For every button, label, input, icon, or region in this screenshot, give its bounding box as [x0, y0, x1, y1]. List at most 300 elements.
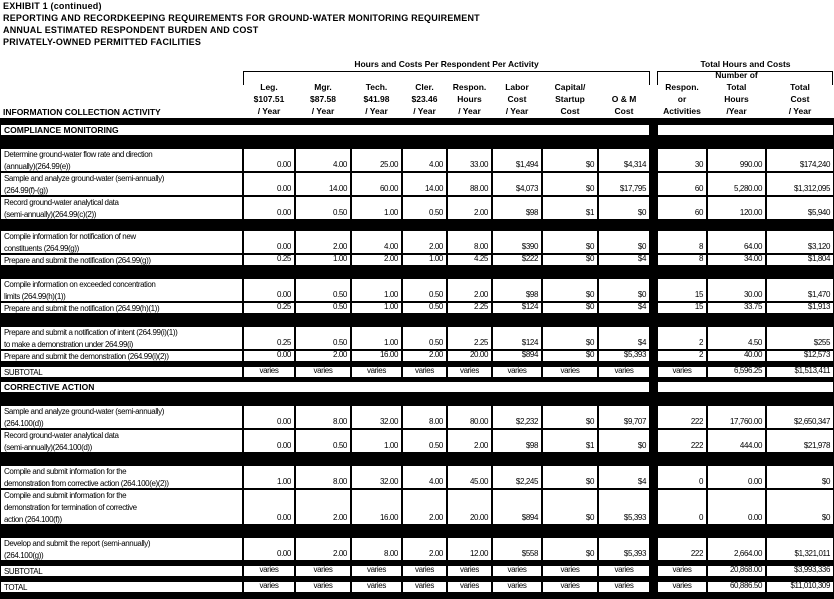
value-cell: 33.00: [447, 148, 492, 172]
activity-text: SUBTOTAL: [4, 368, 43, 377]
value-cell: 0.25: [243, 326, 295, 350]
value-cell: 15: [657, 278, 707, 302]
column-header-line: / Year: [311, 106, 335, 116]
value-cell: 6,596.25: [707, 366, 766, 378]
activity-cell: [0, 148, 243, 172]
value-cell: $11,010,309: [766, 581, 834, 593]
activity-cell: [0, 172, 243, 196]
separator-band: [0, 314, 834, 326]
value-cell: 60,886.50: [707, 581, 766, 593]
value-cell: $0: [598, 278, 650, 302]
value-cell: varies: [402, 565, 447, 577]
column-gap: [650, 381, 657, 393]
value-cell: $4,073: [492, 172, 542, 196]
activity-cell: [0, 326, 243, 350]
value-cell: $0: [542, 405, 598, 429]
section-header-row: [0, 381, 834, 393]
value-cell: 32.00: [351, 465, 402, 489]
activity-text: Prepare and submit the notification (264.99(g)): [4, 256, 151, 265]
value-cell: $4,314: [598, 148, 650, 172]
value-cell: varies: [492, 565, 542, 577]
separator-band: [0, 525, 834, 537]
value-cell: 4.00: [402, 148, 447, 172]
value-cell: 20,868.00: [707, 565, 766, 577]
column-header-line: $107.51: [253, 94, 285, 104]
column-header-line: Leg.: [260, 82, 278, 92]
value-cell: 0.00: [707, 489, 766, 525]
value-cell: 4.00: [351, 230, 402, 254]
value-cell: varies: [351, 565, 402, 577]
value-cell: 1.00: [351, 326, 402, 350]
activity-cell: [0, 405, 243, 429]
value-cell: 2.00: [402, 489, 447, 525]
value-cell: $0: [542, 537, 598, 561]
column-gap: [650, 326, 657, 350]
activity-text: Develop and submit the report (semi-annually): [4, 539, 151, 548]
value-cell: varies: [447, 366, 492, 378]
activity-text: (264.100(d)): [4, 419, 44, 428]
value-cell: varies: [657, 581, 707, 593]
column-header-line: / Year: [365, 106, 388, 116]
activity-text: demonstration from corrective action (264.100(e)(2)): [4, 479, 169, 488]
activity-cell: [0, 254, 243, 266]
value-cell: 4.00: [402, 465, 447, 489]
column-gap: [650, 405, 657, 429]
value-cell: $5,393: [598, 489, 650, 525]
column-gap: [650, 465, 657, 489]
subtotal-row: [0, 565, 834, 577]
activity-text: Compile information on exceeded concentration: [4, 280, 156, 289]
column-header-line: / Year: [413, 106, 436, 116]
column-header-line: / Year: [458, 106, 481, 116]
value-cell: 0.50: [402, 326, 447, 350]
value-cell: 60: [657, 196, 707, 220]
document-title-line: EXHIBIT 1 (continued): [3, 1, 102, 11]
section-title-blank: [657, 124, 834, 136]
value-cell: 1.00: [351, 302, 402, 314]
value-cell: 4.50: [707, 326, 766, 350]
value-cell: 30.00: [707, 278, 766, 302]
value-cell: $0: [542, 350, 598, 362]
value-cell: $0: [598, 196, 650, 220]
column-header-line: Mgr.: [314, 82, 332, 92]
value-cell: $5,393: [598, 537, 650, 561]
activity-text: constituents (264.99(g)): [4, 244, 79, 253]
value-cell: 16.00: [351, 350, 402, 362]
value-cell: 20.00: [447, 489, 492, 525]
column-header-line: Cost: [790, 94, 810, 104]
value-cell: 0.00: [707, 465, 766, 489]
value-cell: $98: [492, 278, 542, 302]
value-cell: 2.00: [295, 489, 351, 525]
value-cell: 17,760.00: [707, 405, 766, 429]
activity-text: (annually)(264.99(e)): [4, 162, 71, 171]
activity-text: demonstration for termination of corrective: [4, 503, 137, 512]
value-cell: varies: [402, 366, 447, 378]
value-cell: 16.00: [351, 489, 402, 525]
value-cell: $558: [492, 537, 542, 561]
group-header-per-respondent: Hours and Costs Per Respondent Per Activity: [354, 59, 539, 69]
activity-text: Compile and submit information for the: [4, 467, 127, 476]
separator-band: [0, 393, 834, 405]
value-cell: 120.00: [707, 196, 766, 220]
value-cell: $2,232: [492, 405, 542, 429]
activity-cell: [0, 230, 243, 254]
value-cell: $390: [492, 230, 542, 254]
value-cell: 33.75: [707, 302, 766, 314]
value-cell: 0.00: [243, 148, 295, 172]
column-header-line: / Year: [257, 106, 281, 116]
value-cell: $1,321,011: [766, 537, 834, 561]
value-cell: 0.00: [243, 537, 295, 561]
value-cell: $0: [766, 465, 834, 489]
column-header-line: O & M: [611, 94, 637, 104]
value-cell: 2.00: [447, 196, 492, 220]
value-cell: 20.00: [447, 350, 492, 362]
value-cell: 8.00: [402, 405, 447, 429]
column-header-line: Cost: [560, 106, 580, 116]
column-header: [598, 81, 650, 117]
value-cell: $0: [542, 278, 598, 302]
table-row: [0, 326, 834, 350]
column-header-line: Cost: [507, 94, 527, 104]
activity-text: (264.99(f)-(g)): [4, 186, 48, 195]
column-header: [657, 81, 707, 117]
value-cell: varies: [243, 366, 295, 378]
table-row: [0, 489, 834, 525]
value-cell: $4: [598, 302, 650, 314]
table-row: [0, 429, 834, 453]
value-cell: $1,913: [766, 302, 834, 314]
column-header: [295, 81, 351, 117]
activity-cell: [0, 565, 243, 577]
value-cell: $0: [598, 429, 650, 453]
value-cell: 0.25: [243, 302, 295, 314]
value-cell: 34.00: [707, 254, 766, 266]
section-title-text: COMPLIANCE MONITORING: [4, 125, 119, 135]
activity-text: Record ground-water analytical data: [4, 198, 119, 207]
column-header-line: Number of: [715, 70, 758, 80]
column-header-line: Cost: [614, 106, 634, 116]
value-cell: 0.00: [243, 196, 295, 220]
value-cell: varies: [542, 565, 598, 577]
value-cell: varies: [447, 565, 492, 577]
value-cell: $12,573: [766, 350, 834, 362]
table-row: [0, 405, 834, 429]
activity-text: TOTAL: [4, 583, 28, 592]
value-cell: 64.00: [707, 230, 766, 254]
activity-cell: [0, 366, 243, 378]
value-cell: $4: [598, 465, 650, 489]
value-cell: 0.00: [243, 429, 295, 453]
value-cell: $0: [542, 254, 598, 266]
table-row: [0, 172, 834, 196]
value-cell: $2,650,347: [766, 405, 834, 429]
value-cell: 2.00: [295, 230, 351, 254]
value-cell: $0: [542, 172, 598, 196]
value-cell: varies: [542, 366, 598, 378]
column-header-line: Labor: [505, 82, 529, 92]
column-header: [542, 81, 598, 117]
table-row: [0, 302, 834, 314]
column-header-line: [598, 81, 650, 93]
separator-band: [0, 220, 834, 230]
column-gap: [650, 230, 657, 254]
column-header-line: / Year: [505, 106, 529, 116]
value-cell: 1.00: [402, 254, 447, 266]
column-header-line: $87.58: [310, 94, 336, 104]
activity-text: Prepare and submit the demonstration (264.99(i)(2)): [4, 352, 169, 361]
value-cell: 0.00: [243, 278, 295, 302]
value-cell: $0: [542, 489, 598, 525]
activity-cell: [0, 196, 243, 220]
value-cell: $3,120: [766, 230, 834, 254]
table-row: [0, 278, 834, 302]
table-row: [0, 230, 834, 254]
value-cell: 0.50: [295, 196, 351, 220]
activity-cell: [0, 302, 243, 314]
value-cell: 25.00: [351, 148, 402, 172]
column-header-line: $23.46: [411, 94, 438, 104]
value-cell: 30: [657, 148, 707, 172]
value-cell: $1: [542, 429, 598, 453]
column-gap: [650, 429, 657, 453]
value-cell: varies: [657, 366, 707, 378]
column-gap: [650, 537, 657, 561]
value-cell: varies: [351, 366, 402, 378]
value-cell: varies: [447, 581, 492, 593]
value-cell: 990.00: [707, 148, 766, 172]
column-gap: [650, 148, 657, 172]
activity-cell: [0, 350, 243, 362]
column-gap: [650, 278, 657, 302]
value-cell: varies: [402, 581, 447, 593]
total-row: [0, 581, 834, 593]
value-cell: 4.00: [295, 148, 351, 172]
column-header-line: Total: [726, 82, 747, 92]
column-header-line: / Year: [788, 106, 812, 116]
value-cell: $0: [542, 230, 598, 254]
column-header: [492, 81, 542, 117]
value-cell: 2.25: [447, 326, 492, 350]
value-cell: $9,707: [598, 405, 650, 429]
value-cell: 1.00: [243, 465, 295, 489]
value-cell: $894: [492, 489, 542, 525]
column-gap: [650, 254, 657, 266]
value-cell: 14.00: [295, 172, 351, 196]
value-cell: 2.00: [295, 350, 351, 362]
value-cell: $1,312,095: [766, 172, 834, 196]
value-cell: varies: [295, 565, 351, 577]
activity-text: Sample and analyze ground-water (semi-annually): [4, 407, 164, 416]
value-cell: 8.00: [351, 537, 402, 561]
value-cell: 8.00: [447, 230, 492, 254]
column-gap: [650, 489, 657, 525]
document-title-line: REPORTING AND RECORDKEEPING REQUIREMENTS FOR GROUND-WATER MONITORING REQUIREMENT: [3, 13, 480, 23]
table-row: [0, 148, 834, 172]
activity-cell: [0, 465, 243, 489]
value-cell: 2.00: [402, 537, 447, 561]
activity-text: Compile information for notification of new: [4, 232, 136, 241]
value-cell: varies: [542, 581, 598, 593]
table-row: [0, 465, 834, 489]
separator-band: [0, 136, 834, 148]
value-cell: 32.00: [351, 405, 402, 429]
value-cell: 0: [657, 489, 707, 525]
section-title-blank: [657, 381, 834, 393]
activity-cell: [0, 489, 243, 525]
section-title: [0, 124, 650, 136]
value-cell: 222: [657, 537, 707, 561]
value-cell: varies: [243, 581, 295, 593]
column-gap: [650, 581, 657, 593]
value-cell: 40.00: [707, 350, 766, 362]
table-row: [0, 196, 834, 220]
column-header-line: Capital/: [554, 82, 586, 92]
value-cell: varies: [598, 581, 650, 593]
value-cell: 8: [657, 254, 707, 266]
table-row: [0, 350, 834, 362]
value-cell: $894: [492, 350, 542, 362]
activity-text: to make a demonstration under 264.99(i): [4, 340, 133, 349]
subtotal-row: [0, 366, 834, 378]
column-header: [766, 81, 834, 117]
value-cell: 8: [657, 230, 707, 254]
column-gap: [650, 172, 657, 196]
value-cell: $0: [542, 148, 598, 172]
column-header: [402, 81, 447, 117]
value-cell: $174,240: [766, 148, 834, 172]
column-gap: [650, 196, 657, 220]
value-cell: 0.50: [402, 278, 447, 302]
value-cell: 80.00: [447, 405, 492, 429]
value-cell: 0: [657, 465, 707, 489]
value-cell: 1.00: [351, 429, 402, 453]
value-cell: $98: [492, 429, 542, 453]
value-cell: varies: [295, 581, 351, 593]
column-header-line: Respon.: [452, 82, 487, 92]
value-cell: 0.50: [295, 302, 351, 314]
activity-cell: [0, 537, 243, 561]
activity-text: Sample and analyze ground-water (semi-annually): [4, 174, 164, 183]
value-cell: varies: [492, 581, 542, 593]
value-cell: $1: [542, 196, 598, 220]
value-cell: varies: [598, 565, 650, 577]
column-gap: [650, 302, 657, 314]
column-header: [351, 81, 402, 117]
activity-cell: [0, 278, 243, 302]
value-cell: 2.00: [295, 537, 351, 561]
activity-text: Prepare and submit a notification of intent (264.99(i)(1)): [4, 328, 178, 337]
value-cell: 0.00: [243, 489, 295, 525]
value-cell: 4.25: [447, 254, 492, 266]
table-row: [0, 537, 834, 561]
value-cell: varies: [492, 366, 542, 378]
value-cell: varies: [351, 581, 402, 593]
column-header-line: Activities: [663, 106, 701, 116]
separator-band: [0, 266, 834, 278]
value-cell: 0.50: [295, 326, 351, 350]
value-cell: $255: [766, 326, 834, 350]
document-title-line: ANNUAL ESTIMATED RESPONDENT BURDEN AND COST: [3, 25, 259, 35]
column-header-line: Hours: [724, 94, 749, 104]
column-header: [707, 69, 766, 117]
value-cell: $2,245: [492, 465, 542, 489]
value-cell: varies: [657, 565, 707, 577]
value-cell: 0.50: [295, 278, 351, 302]
value-cell: 60: [657, 172, 707, 196]
value-cell: 12.00: [447, 537, 492, 561]
activity-text: (semi-annually)(264.99(c)(2)): [4, 210, 96, 219]
value-cell: 15: [657, 302, 707, 314]
value-cell: $5,940: [766, 196, 834, 220]
value-cell: $1,513,411: [766, 366, 834, 378]
value-cell: $1,494: [492, 148, 542, 172]
value-cell: 1.00: [295, 254, 351, 266]
column-header-line: Total: [790, 82, 810, 92]
value-cell: $124: [492, 302, 542, 314]
value-cell: 8.00: [295, 465, 351, 489]
value-cell: $4: [598, 326, 650, 350]
column-header-line: /Year: [726, 106, 747, 116]
group-header-totals: Total Hours and Costs: [700, 59, 791, 69]
value-cell: varies: [295, 366, 351, 378]
column-header: [243, 81, 295, 117]
column-gap: [650, 565, 657, 577]
column-header-line: $41.98: [363, 94, 390, 104]
activity-text: Record ground-water analytical data: [4, 431, 119, 440]
value-cell: varies: [598, 366, 650, 378]
column-header-line: Hours: [457, 94, 482, 104]
value-cell: $0: [542, 465, 598, 489]
column-header-line: or: [677, 94, 687, 104]
value-cell: $5,393: [598, 350, 650, 362]
value-cell: 0.50: [402, 196, 447, 220]
activity-column-header: INFORMATION COLLECTION ACTIVITY: [3, 107, 161, 117]
value-cell: $222: [492, 254, 542, 266]
value-cell: 60.00: [351, 172, 402, 196]
value-cell: 0.50: [402, 429, 447, 453]
column-header-line: Startup: [555, 94, 585, 104]
column-header-line: Respon.: [665, 82, 699, 92]
section-header-row: [0, 124, 834, 136]
activity-text: Determine ground-water flow rate and direction: [4, 150, 153, 159]
document-title-line: PRIVATELY-OWNED PERMITTED FACILITIES: [3, 37, 202, 47]
activity-cell: [0, 429, 243, 453]
activity-text: limits (264.99(h)(1)): [4, 292, 66, 301]
activity-text: action (264.100(f)): [4, 515, 62, 524]
value-cell: $0: [542, 302, 598, 314]
value-cell: 2.00: [351, 254, 402, 266]
value-cell: 45.00: [447, 465, 492, 489]
value-cell: $124: [492, 326, 542, 350]
value-cell: 0.00: [243, 230, 295, 254]
value-cell: 8.00: [295, 405, 351, 429]
column-header: [447, 81, 492, 117]
value-cell: 0.00: [243, 350, 295, 362]
value-cell: $1,470: [766, 278, 834, 302]
column-gap: [650, 366, 657, 378]
value-cell: $0: [598, 230, 650, 254]
value-cell: 1.00: [351, 196, 402, 220]
value-cell: $4: [598, 254, 650, 266]
value-cell: varies: [243, 565, 295, 577]
value-cell: 88.00: [447, 172, 492, 196]
column-gap: [650, 124, 657, 136]
value-cell: 14.00: [402, 172, 447, 196]
section-title-text: CORRECTIVE ACTION: [4, 382, 95, 392]
value-cell: $3,993,336: [766, 565, 834, 577]
